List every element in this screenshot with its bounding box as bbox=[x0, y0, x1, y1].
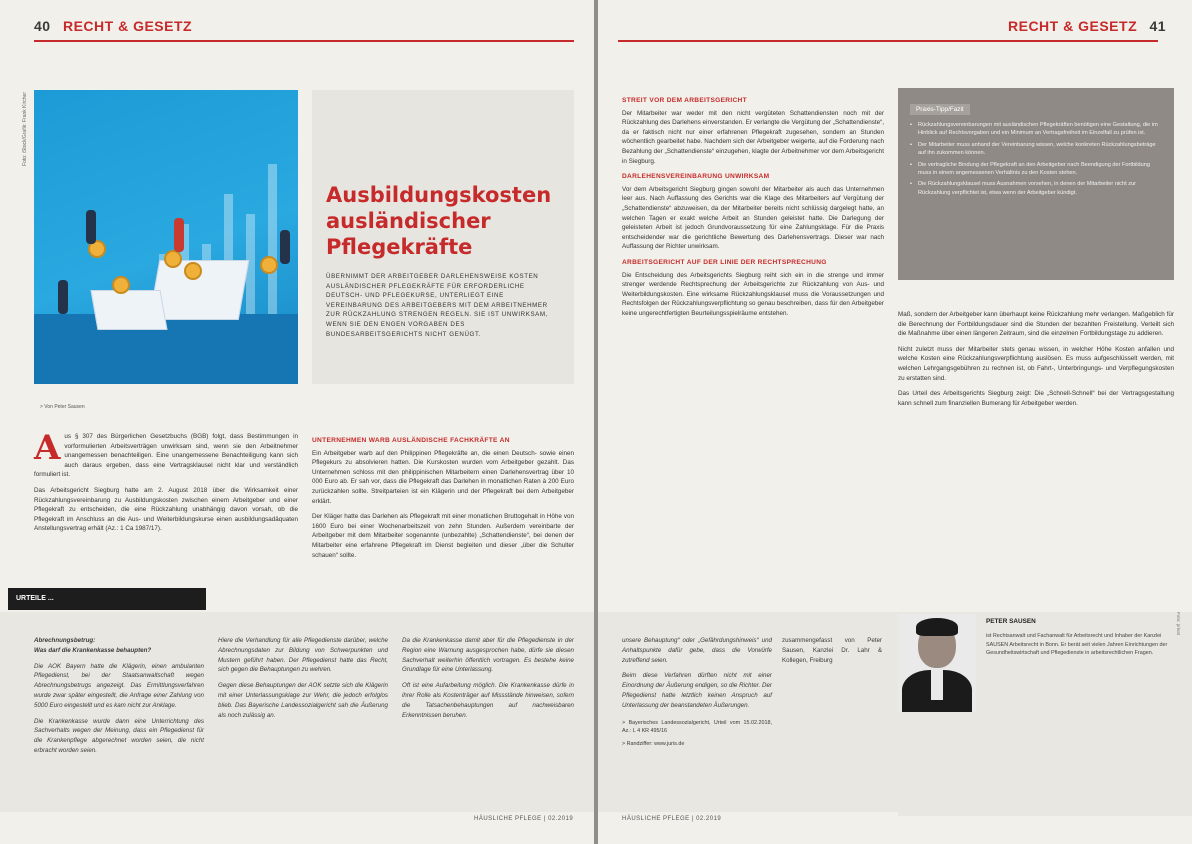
bottom-c3-p1: Da die Krankenkasse damit aber für die Pflegedienste in der Region eine Warnung ausgesprochen habe, dürfe sie diesen Sachverhalt weiterhin öffentlich vortragen. Es bestehe keine Grundlage für eine Unterlassung. bbox=[402, 637, 574, 674]
source-citation: > Bayerisches Landessozialgericht, Urteil vom 15.02.2018, Az.: L 4 KR 495/16 bbox=[622, 719, 772, 735]
rcol1-paragraph-1: Der Mitarbeiter war weder mit den nicht vergüteten Schattendiensten noch mit der Rückzahlung des Darlehens einverstanden. Er verlangte die Vergütung der „Schattendienste“, da er faktisch nicht nur einer erfahrenen Pflegekraft zugesehen, sondern an Stunden wöchentlich gearbeitet habe. Nachdem sich der Arbeitgeber weigerte, auf die Forderung nach Bezahlung der „Schattendienste“ einzugehen, klagte der Arbeitnehmer vor dem Arbeitsgericht in Siegburg. bbox=[622, 109, 884, 165]
right-text-column-1 bbox=[622, 92, 884, 324]
col1-paragraph-1: us § 307 des Bürgerlichen Gesetzbuchs (BGB) folgt, dass Bestimmungen in vorformulierten Arbeitsverträgen unwirksam sind, wenn sie den Arbeitnehmer unangemessen benachteiligen. Eine unangemessene Benachteiligung kann sich auch daraus ergeben, dass eine Vertragsklausel nicht klar und verständlich formuliert ist. bbox=[34, 433, 298, 479]
bottom-c2-p2: Gegen diese Behauptungen der AOK setzte sich die Klägerin mit einer Unterlassungsklage zur Wehr, die jedoch erfolglos blieb. Das Bayerische Landessozialgericht sah die Äußerung als noch zulässig an. bbox=[218, 682, 388, 719]
sources bbox=[622, 719, 772, 749]
rbottom-c2-p1: zusammengefasst von Peter Sausen, Kanzlei Dr. Lahr & Kollegen, Freiburg bbox=[782, 637, 882, 664]
source-link[interactable]: > Randziffer: www.juris.de bbox=[622, 740, 685, 747]
bottom-column-1 bbox=[34, 636, 204, 762]
col2-paragraph-2: Der Kläger hatte das Darlehen als Pflegekraft mit einer monatlichen Bruttogehalt in Höhe von 1600 Euro bei einer Wochenarbeitszeit von zehn Stunden. Außerdem vereinbarte der Arbeitgeber mit dem Mitarbeiter sogenannte (unbezahlte) „Schattendienste“, bei denen der Mitarbeiter eine erfahrene Pflegekraft im Dienst begleiten und dieser „über die Schulter schauen“ sollte. bbox=[312, 513, 574, 559]
bottom-column-2 bbox=[218, 636, 388, 726]
subheading-1: UNTERNEHMEN WARB AUSLÄNDISCHE FACHKRÄFTE AN bbox=[312, 437, 510, 444]
col1-paragraph-2: Das Arbeitsgericht Siegburg hatte am 2. August 2018 über die Wirksamkeit einer Rückzahlungsvereinbarung zu Ausbildungskosten zwischen einem Arbeitgeber und einer Pflegekraft zu entscheiden, die eine Rückzahlung unabhängig davon vorsah, ob die Pflegekraft im Anschluss an die Aus- und Weiterbildungskurse einen ausbildungsadäquaten Anstellungsvertrag erhält (Az.: 1 Ca 1987/17). bbox=[34, 486, 298, 533]
page-header-left bbox=[34, 18, 192, 34]
rcol1-paragraph-3: Die Entscheidung des Arbeitsgerichts Siegburg reiht sich ein in die strenge und immer strenger werdende Rechtsprechung der Arbeitsgerichte zur Rückzahlung von Aus- und Weiterbildungskosten. Eine wirksame Rückzahlungsklausel muss die Voraussetzungen und Rechtsfolgen der Rückzahlungsverpflichtung so genau beschreiben, dass für den Arbeitgeber keine ungerechtfertigten Beurteilungsspielräume entstehen. bbox=[622, 271, 884, 317]
article-illustration bbox=[34, 90, 298, 384]
rbottom-c1-p2: Beim diese Verfahren dürften nicht mit einer Einordnung der Äußerung endigen, so die Richter. Der Pflegedienst hatte letztlich keinen Anspruch auf Unterlassung der beanstandeten Äußerungen. bbox=[622, 672, 772, 709]
tip-title: Praxis-Tipp/Fazit bbox=[910, 104, 970, 115]
rcol1-paragraph-2: Vor dem Arbeitsgericht Siegburg gingen sowohl der Mitarbeiter als auch das Unternehmen leer aus. Nach Auffassung des Gerichts war die Klage des Mitarbeiters auf Vergütung der „Schattendienste“ abzuweisen, da der Mitarbeiter bereits nicht schlüssig dargelegt hatte, an welchen Tagen er exakt welche Arbeit an Stunden geleistet hatte. Die Darlegung der geleisteten Arbeit ist jedoch Grundvoraussetzung für eine Zahlungsklage. Für die Praxis entscheidender war die gerichtliche Bewertung des Darlehensvertrags. Dieser war nach Auffassung der Richter unwirksam. bbox=[622, 185, 884, 251]
header-rule bbox=[34, 40, 574, 42]
text-column-1 bbox=[34, 428, 298, 540]
page-footer-right: HÄUSLICHE PFLEGE | 02.2019 bbox=[622, 816, 722, 822]
tip-list bbox=[910, 121, 1162, 197]
right-bottom-column-2 bbox=[782, 636, 882, 671]
praxis-tipp-box bbox=[898, 88, 1174, 280]
article-title: Ausbildungskosten ausländischer Pflegekräfte bbox=[326, 183, 552, 259]
tip-item: • Die vertragliche Bindung der Pflegekraft an den Arbeitgeber nach Beendigung der Fortbildung muss in einem angemessenen Verhältnis zu den Kosten stehen. bbox=[910, 161, 1162, 178]
page-header-right bbox=[1008, 18, 1166, 34]
intro-box bbox=[312, 90, 574, 384]
rcol2-paragraph-2: Nicht zuletzt muss der Mitarbeiter stets genau wissen, in welcher Höhe Kosten anfallen und welche Kosten eine Rückzahlungsverpflichtung auslösen. Es muss aufgeschlüsselt werden, mit welchen Lehrgangsgebühren zu rechnen ist, ob Fahrt-, Unterbringungs- und Verpflegungskosten zu erstatten sind. bbox=[898, 345, 1174, 382]
urteile-label: URTEILE ... bbox=[8, 588, 206, 610]
subheading-3: DARLEHENSVEREINBARUNG UNWIRKSAM bbox=[622, 173, 770, 181]
right-text-column-2 bbox=[898, 310, 1174, 414]
page-number: 41 bbox=[1149, 18, 1167, 34]
text-column-2 bbox=[312, 432, 574, 566]
author-line: > Von Peter Sausen bbox=[40, 404, 85, 410]
author-name: PETER SAUSEN bbox=[986, 618, 1036, 625]
right-bottom-column-1 bbox=[622, 636, 772, 752]
bottom-c2-p1: Hiere die Verhandlung für alle Pflegedienste darüber, welche Abrechnungsdaten zur Bildung von Schwerpunkten und Mustern geführt haben. Der Pflegedienst hatte das Recht, sich gegen die Behauptungen zu wehren. bbox=[218, 637, 388, 674]
image-credit: Foto: iStock/Grafik: Frank Kircher bbox=[22, 92, 28, 166]
bottom-subtitle: Was darf die Krankenkasse behaupten? bbox=[34, 646, 152, 654]
subheading-4: ARBEITSGERICHT AUF DER LINIE DER RECHTSPRECHUNG bbox=[622, 258, 827, 266]
author-bio: ist Rechtsanwalt und Fachanwalt für Arbeitsrecht und Inhaber der Kanzlei SAUSEN Arbeitsrecht in Bonn. Er berät seit vielen Jahren Einrichtungen der Gesundheitswirtschaft und Pflegedienste in arbeitsrechtlichen Fragen. bbox=[986, 633, 1168, 657]
bottom-title: Abrechnungsbetrug: bbox=[34, 637, 96, 644]
rcol2-paragraph-1: Maß, sondern der Arbeitgeber kann überhaupt keine Rückzahlung mehr verlangen. Maßgeblich für die Berechnung der Fortbildungsdauer sind die Stunden der bezahlten Freistellung. Verteilt sich die Maßnahme über einen längeren Zeitraum, sind die einzelnen Fortbildungstage zu addieren. bbox=[898, 311, 1174, 338]
bottom-c1-p2: Die Krankenkasse wurde dann eine Unterrichtung des Sachverhalts wegen der Meinung, dass ein Pflegedienst für die Krankenpflege abgerechnet worden seien, die nicht erbracht worden seien. bbox=[34, 717, 204, 754]
bottom-column-3 bbox=[402, 636, 574, 726]
dropcap: A bbox=[34, 428, 61, 468]
page-number: 40 bbox=[34, 18, 51, 34]
bottom-c1-p1: Die AOK Bayern hatte die Klägerin, einen ambulanten Pflegedienst, bei der Staatsanwaltschaft wegen Abrechnungsbetrugs angezeigt. Das Ermittlungsverfahren wurde zwar später eingestellt, die Anfrage einer Zahlung von 5000 Euro eingestellt und es kam nicht zur Anklage. bbox=[34, 662, 204, 709]
rcol2-paragraph-3: Das Urteil des Arbeitsgerichts Siegburg zeigt: Die „Schnell-Schnell“ bei der Vertragsgestaltung kann schnell zum finanziellen Bumerang für Arbeitgeber werden. bbox=[898, 390, 1174, 407]
left-page bbox=[0, 0, 594, 844]
page-footer-left: HÄUSLICHE PFLEGE | 02.2019 bbox=[474, 816, 574, 822]
header-rule bbox=[618, 40, 1158, 42]
right-page bbox=[598, 0, 1192, 844]
tip-item: • Die Rückzahlungsklausel muss Ausnahmen vorsehen, in denen der Mitarbeiter nicht zur Rückzahlung verpflichtet ist, etwa wenn der Arbeitgeber kündigt. bbox=[910, 180, 1162, 197]
rbottom-c1-p1: unsere Behauptung“ oder „Gefährdungshinweis“ und Anhaltspunkte dafür gebe, dass die Vorwürfe zutreffend seien. bbox=[622, 637, 772, 664]
photo-credit: Foto: privat bbox=[1176, 612, 1181, 635]
subheading-2: STREIT VOR DEM ARBEITSGERICHT bbox=[622, 97, 747, 104]
col2-paragraph-1: Ein Arbeitgeber warb auf den Philippinen Pflegekräfte an, die einen Deutsch- sowie einen Pflegekurs zu absolvieren hatten. Die Kurskosten wurden vom Arbeitgeber gezahlt. Das Unternehmen schloss mit den philippinischen Mitarbeitern einen Darlehensvertrag über 10 000 Euro ab. Er sah vor, dass die Pflegekraft das Darlehen in monatlichen Raten à 200 Euro zurückzahlen sollte. Streitparteien ist ein Klägerin und der Pflegekraft bei dem Arbeitgeber erklärt. bbox=[312, 449, 574, 505]
article-intro: ÜBERNIMMT DER ARBEITGEBER DARLEHENSWEISE KOSTEN AUSLÄNDISCHER PFLEGEKRÄFTE FÜR ERFORDERLICHE DEUTSCH- UND PFLEGEKURSE, UNTERLIEGT EINE VEREINBARUNG DES ARBEITGEBERS MIT DEM ARBEITNEHMER ZUR RÜCKZAHLUNG STRENGEN REGELN. SIE IST UNWIRKSAM, WENN SIE DEN ENGEN VORGABEN DES BUNDESARBEITSGERICHTS NICHT GENÜGT. bbox=[326, 273, 548, 338]
tip-item: • Rückzahlungsvereinbarungen mit ausländischen Pflegekräften benötigen eine Gestaltung, die im Hinblick auf Rechtsvorgaben und ein Minimum an Vertragsfreiheit im Einzelfall zu prüfen ist. bbox=[910, 121, 1162, 138]
author-photo bbox=[898, 614, 976, 712]
section-title: RECHT & GESETZ bbox=[1008, 18, 1138, 34]
bottom-c3-p2: Oft ist eine Aufarbeitung möglich. Die Krankenkasse dürfe in ihrer Rolle als Kostenträger auf Missstände hinweisen, sofern die Tatsachenbehauptungen auf nachweisbaren Erkenntnissen beruhen. bbox=[402, 682, 574, 719]
section-title: RECHT & GESETZ bbox=[62, 18, 193, 34]
tip-item: • Der Mitarbeiter muss anhand der Vereinbarung wissen, welche konkreten Rückzahlungsbeträge auf ihn zukommen können. bbox=[910, 141, 1162, 158]
